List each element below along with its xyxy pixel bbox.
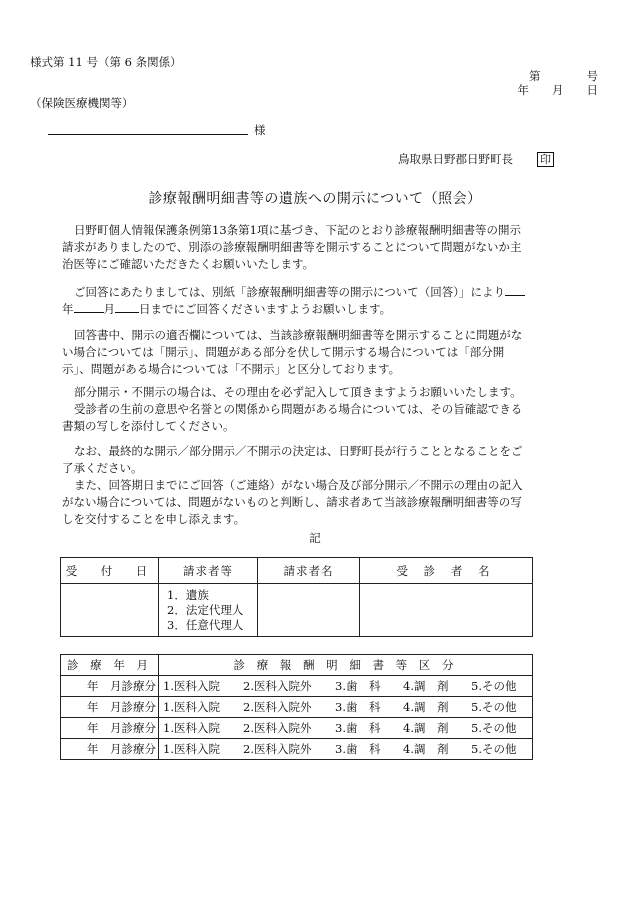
paragraph-deadline — [62, 284, 530, 318]
document-copy-note: 受診者の生前の意思や名誉との関係から問題がある場合については、その旨確認できる書類の写しを添付してください。 — [62, 402, 523, 433]
header-claim-category: 診 療 報 酬 明 細 書 等 区 分 — [159, 655, 533, 676]
ki-label: 記 — [309, 531, 321, 545]
category-inpatient: 1.医科入院 — [163, 700, 220, 714]
requester-type-cell[interactable] — [159, 584, 258, 637]
category-inpatient: 1.医科入院 — [163, 721, 220, 735]
deadline-year-label: 年 — [62, 302, 74, 316]
no-reply-note: また、回答期日までにご回答（ご連絡）がない場合及び部分開示／不開示の理由の記入がない場合については、問題がないものと判断し、請求者あて当該診療報酬明細書等の写しを交付することを申し添えます。 — [62, 478, 523, 526]
sender-name: 鳥取県日野郡日野町長 — [398, 152, 513, 166]
option-voluntary-rep: 3．任意代理人 — [167, 617, 244, 632]
header-requester-name: 請求者名 — [258, 558, 360, 584]
category-dental: 3.歯 科 — [335, 742, 381, 756]
paragraph-request: 日野町個人情報保護条例第13条第1項に基づき、下記のとおり診療報酬明細書等の開示請求がありましたので、別添の診療報酬明細書等を開示することについて問題がないか主治医等にご確認いただきたくお願いいたします。 — [62, 223, 522, 271]
claim-table-header — [61, 655, 533, 676]
treatment-month-cell[interactable]: 年 月診療分 — [61, 676, 159, 697]
request-table-header — [61, 558, 533, 584]
category-pharmacy: 4.調 剤 — [403, 742, 449, 756]
deadline-text-b: 日までにご回答くださいますようお願いします。 — [139, 302, 392, 316]
category-dental: 3.歯 科 — [335, 721, 381, 735]
category-inpatient: 1.医科入院 — [163, 679, 220, 693]
seal-mark: 印 — [537, 152, 554, 167]
category-outpatient: 2.医科入院外 — [243, 721, 312, 735]
table-row — [61, 718, 533, 739]
category-pharmacy: 4.調 剤 — [403, 700, 449, 714]
category-dental: 3.歯 科 — [335, 679, 381, 693]
paragraph-partial — [62, 384, 530, 435]
category-inpatient: 1.医科入院 — [163, 742, 220, 756]
category-cell[interactable] — [159, 697, 533, 718]
page-title: 診療報酬明細書等の遺族への開示について（照会） — [148, 191, 482, 207]
document-date: 年 月 日 — [517, 83, 598, 97]
category-cell[interactable] — [159, 739, 533, 760]
category-other: 5.その他 — [471, 742, 517, 756]
recipient-org: （保険医療機関等） — [30, 96, 134, 110]
category-pharmacy: 4.調 剤 — [403, 679, 449, 693]
treatment-month-cell[interactable]: 年 月診療分 — [61, 739, 159, 760]
document-number: 第 号 — [529, 69, 598, 83]
receipt-date-cell[interactable] — [61, 584, 159, 637]
requester-name-cell[interactable] — [258, 584, 360, 637]
category-dental: 3.歯 科 — [335, 700, 381, 714]
recipient-name-line — [48, 133, 248, 135]
header-receipt-date: 受 付 日 — [61, 558, 159, 584]
patient-name-cell[interactable] — [360, 584, 533, 637]
sender-block — [398, 151, 554, 167]
deadline-month-label: 月 — [103, 302, 115, 316]
table-row — [61, 676, 533, 697]
category-outpatient: 2.医科入院外 — [243, 700, 312, 714]
treatment-month-cell[interactable]: 年 月診療分 — [61, 718, 159, 739]
category-pharmacy: 4.調 剤 — [403, 721, 449, 735]
table-row — [61, 739, 533, 760]
deadline-lead-blank — [74, 312, 104, 313]
category-other: 5.その他 — [471, 721, 517, 735]
partial-reason-note: 部分開示・不開示の場合は、その理由を必ず記入して頂きますようお願いいたします。 — [74, 385, 522, 399]
header-patient-name: 受 診 者 名 — [360, 558, 533, 584]
deadline-text-a: ご回答にあたりましては、別紙「診療報酬明細書等の開示について（回答）」により — [74, 285, 506, 299]
category-cell[interactable] — [159, 718, 533, 739]
option-legal-rep: 2．法定代理人 — [167, 602, 244, 617]
category-other: 5.その他 — [471, 679, 517, 693]
option-bereaved: 1．遺族 — [167, 587, 209, 602]
category-cell[interactable] — [159, 676, 533, 697]
treatment-month-cell[interactable]: 年 月診療分 — [61, 697, 159, 718]
category-outpatient: 2.医科入院外 — [243, 742, 312, 756]
form-number: 様式第 11 号（第 6 条関係） — [30, 55, 182, 69]
request-table-row — [61, 584, 533, 637]
paragraph-classification: 回答書中、開示の適否欄については、当該診療報酬明細書等を開示することに問題がない場合については「開示」、問題がある部分を伏して開示する場合については「部分開示」、問題がある場合については「不開示」と区分しております。 — [62, 328, 523, 376]
paragraph-final — [62, 443, 530, 528]
deadline-year-blank — [505, 295, 525, 296]
claim-category-table — [60, 654, 533, 760]
header-treatment-month: 診 療 年 月 — [61, 655, 159, 676]
final-decision-note: なお、最終的な開示／部分開示／不開示の決定は、日野町長が行うこととなることをご了承ください。 — [62, 444, 523, 475]
deadline-day-blank — [115, 312, 139, 313]
sama-label: 様 — [254, 123, 266, 137]
request-table — [60, 557, 533, 637]
table-row — [61, 697, 533, 718]
category-other: 5.その他 — [471, 700, 517, 714]
category-outpatient: 2.医科入院外 — [243, 679, 312, 693]
header-requester-type: 請求者等 — [159, 558, 258, 584]
